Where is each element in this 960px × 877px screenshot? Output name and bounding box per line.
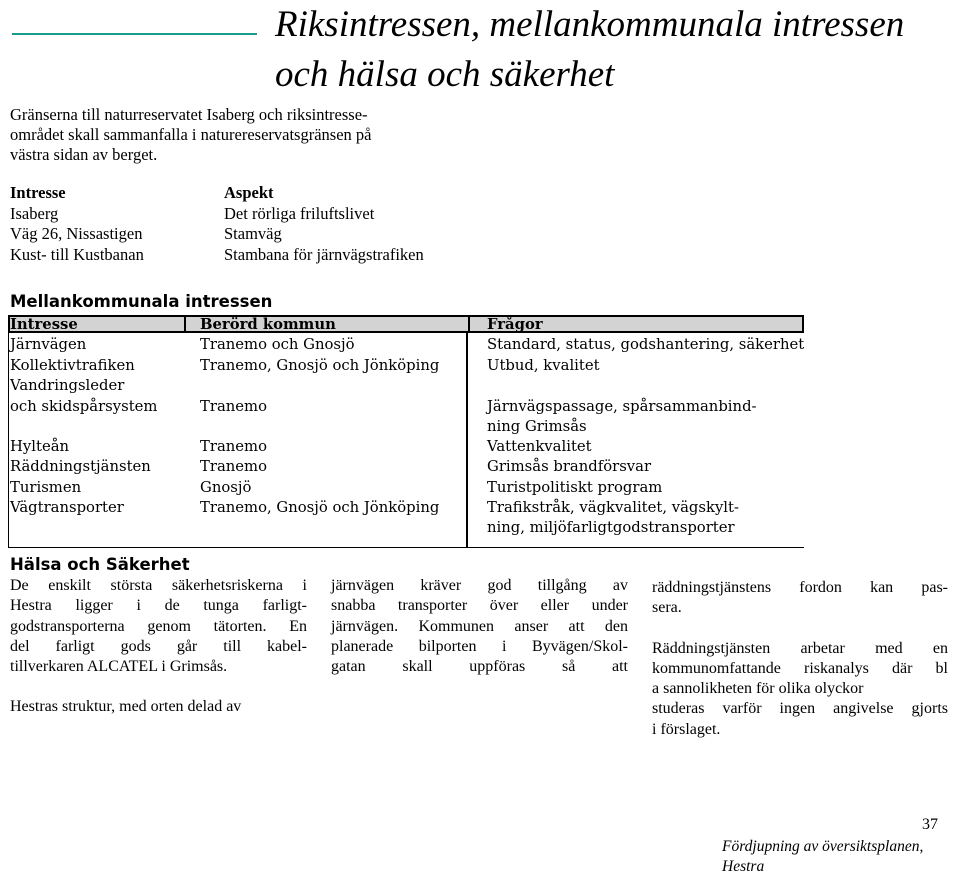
questions-cell: ning Grimsås <box>487 418 587 435</box>
interest-cell: Räddningstjänsten <box>10 458 151 475</box>
page-number: 37 <box>922 816 938 833</box>
header-divider <box>468 315 470 333</box>
questions-cell: Vattenkvalitet <box>487 438 592 455</box>
halsa-heading: Hälsa och Säkerhet <box>10 555 190 574</box>
intro-line: Gränserna till naturreservatet Isaberg och riksintresse- <box>10 105 368 124</box>
column-header-municipality: Berörd kommun <box>200 316 336 333</box>
text-line: Räddningstjänsten arbetar med en <box>652 639 948 657</box>
text-line: tillverkaren ALCATEL i Grimsås. <box>10 658 228 676</box>
questions-cell: Utbud, kvalitet <box>487 357 600 374</box>
header-interest: Intresse <box>10 183 66 202</box>
text-line: räddningstjänstens fordon kan pas- <box>652 579 948 596</box>
aspect-cell: Det rörliga friluftslivet <box>224 203 375 223</box>
header-divider <box>184 315 186 333</box>
intro-paragraph <box>10 105 460 165</box>
footer-line: Hestra <box>722 858 765 875</box>
text-line: a sannolikheten för olika olyckor <box>652 680 864 698</box>
text-line: järnvägen. Kommunen anser att den <box>331 617 628 635</box>
table-row <box>10 245 624 266</box>
footer-line: Fördjupning av översiktsplanen, <box>722 838 924 855</box>
aspect-cell: Stamväg <box>224 224 282 243</box>
aspect-cell: Stambana för järnvägstrafiken <box>224 244 424 264</box>
questions-cell: Trafikstråk, vägkvalitet, vägskylt- <box>487 499 739 516</box>
municipality-cell: Tranemo <box>200 438 267 455</box>
text-line: planerade bilporten i Byvägen/Skol- <box>331 637 628 655</box>
interest-cell: Kust- till Kustbanan <box>10 244 144 264</box>
column-header-questions: Frågor <box>487 316 543 333</box>
interest-cell: Väg 26, Nissastigen <box>10 224 143 243</box>
questions-cell: Standard, status, godshantering, säkerhet <box>487 336 805 353</box>
halsa-column-1 <box>10 576 307 718</box>
interest-cell: Hylteån <box>10 438 70 455</box>
text-line: studeras varför ingen angivelse gjorts <box>652 700 948 718</box>
interest-cell: Turismen <box>10 479 82 496</box>
interest-cell: och skidspårsystem <box>10 398 158 415</box>
column-header-interest: Intresse <box>10 316 78 333</box>
intro-line: området skall sammanfalla i naturereservatsgränsen på <box>10 125 372 144</box>
page-title-line-1: Riksintressen, mellankommunala intressen <box>275 4 905 45</box>
text-line: i förslaget. <box>652 720 721 738</box>
municipality-cell: Tranemo <box>200 398 267 415</box>
page-title <box>275 0 960 100</box>
interest-cell: Isaberg <box>10 203 59 223</box>
column-divider <box>466 333 468 548</box>
riksintressen-table <box>10 183 624 265</box>
halsa-column-2 <box>331 576 628 677</box>
mellankommunala-heading: Mellankommunala intressen <box>10 292 273 311</box>
text-line: sera. <box>652 599 682 617</box>
text-line: kommunomfattande riskanalys där bl <box>652 659 948 677</box>
municipality-cell: Tranemo och Gnosjö <box>200 336 355 353</box>
municipality-cell: Tranemo, Gnosjö och Jönköping <box>200 499 440 516</box>
text-line: De enskilt största säkerhetsriskerna i <box>10 577 307 594</box>
text-line: gatan skall uppföras så att <box>331 658 628 676</box>
riksintressen-header-row <box>10 183 624 204</box>
questions-cell: ning, miljöfarligtgodstransporter <box>487 519 735 536</box>
interest-cell: Kollektivtrafiken <box>10 357 135 374</box>
header-aspect: Aspekt <box>224 183 274 202</box>
questions-cell: Grimsås brandförsvar <box>487 458 652 475</box>
interest-cell: Vägtransporter <box>10 499 124 516</box>
text-line: godstransporterna genom tätorten. En <box>10 617 307 635</box>
mellankommunala-header-bar <box>8 315 804 333</box>
interest-cell: Vandringsleder <box>10 377 125 394</box>
municipality-cell: Gnosjö <box>200 479 252 496</box>
halsa-column-3 <box>652 578 948 740</box>
page-title-line-2: och hälsa och säkerhet <box>275 54 615 95</box>
text-line: Hestra ligger i de tunga farligt- <box>10 597 307 615</box>
questions-cell: Järnvägspassage, spårsammanbind- <box>487 398 757 415</box>
footer-caption <box>722 837 923 877</box>
municipality-cell: Tranemo, Gnosjö och Jönköping <box>200 357 440 374</box>
text-line: del farligt gods går till kabel- <box>10 637 307 655</box>
text-line: Hestras struktur, med orten delad av <box>10 698 242 716</box>
text-line: järnvägen kräver god tillgång av <box>331 577 628 594</box>
table-row <box>10 204 624 225</box>
municipality-cell: Tranemo <box>200 458 267 475</box>
interest-cell: Järnvägen <box>10 336 87 353</box>
questions-cell: Turistpolitiskt program <box>487 479 663 496</box>
accent-rule <box>12 33 257 35</box>
text-line: snabba transporter över eller under <box>331 597 628 615</box>
table-row <box>10 224 624 245</box>
intro-line: västra sidan av berget. <box>10 145 158 164</box>
